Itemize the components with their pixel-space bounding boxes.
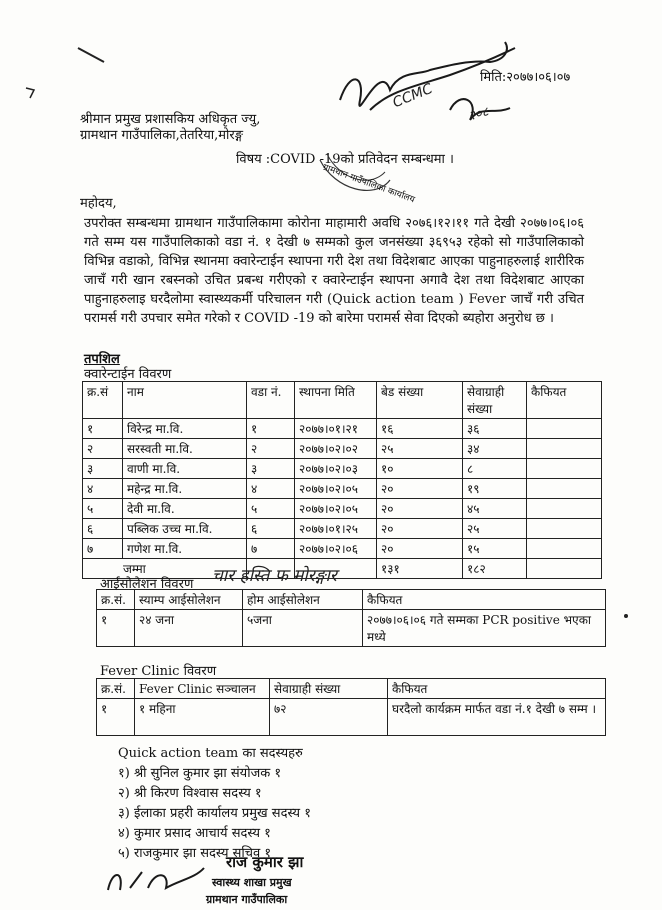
total-label: जम्मा: [83, 559, 247, 579]
cell: ७: [83, 539, 123, 559]
col-date: स्थापना मिति: [295, 382, 377, 419]
fever-table: [96, 678, 606, 736]
table-header-row: [83, 382, 602, 419]
signatory-name: राज कुमार झा: [226, 853, 304, 871]
cell: २०७७।०१।२५: [295, 519, 377, 539]
col-served: सेवाग्राही संख्या: [463, 382, 527, 419]
table-row: [97, 610, 606, 647]
cell: देवी मा.वि.: [123, 499, 247, 519]
cell: २०७७।०२।०६: [295, 539, 377, 559]
signatory-title: स्वास्थ्य शाखा प्रमुख: [212, 876, 292, 889]
total-served: १८२: [463, 559, 527, 579]
table-row: [83, 519, 602, 539]
cell: २: [83, 439, 123, 459]
cell: [527, 479, 602, 499]
cell: २०७७।०२।०५: [295, 479, 377, 499]
handwritten-number: २०८: [466, 104, 491, 125]
team-member: ३) ईलाका प्रहरी कार्यालय प्रमुख सदस्य १: [118, 806, 311, 821]
cell: [527, 419, 602, 439]
team-member: २) श्री किरण विश्वास सदस्य १: [118, 786, 262, 801]
col-served: सेवाग्राही संख्या: [270, 679, 388, 699]
table-row: [83, 539, 602, 559]
cell: १६: [377, 419, 463, 439]
cell: १: [97, 610, 135, 647]
cell: ७: [247, 539, 295, 559]
ccmc-note: CCMC: [390, 80, 435, 112]
cell: २०७७।०१।२१: [295, 419, 377, 439]
cell: १९: [463, 479, 527, 499]
col-operation: Fever Clinic सञ्चालन: [135, 679, 270, 699]
cell: [527, 459, 602, 479]
salutation: महोदय,: [80, 196, 117, 211]
cell: गणेश मा.वि.: [123, 539, 247, 559]
cell: ८: [463, 459, 527, 479]
col-ward: वडा नं.: [247, 382, 295, 419]
cell: ७२: [270, 699, 388, 736]
cell: ६: [247, 519, 295, 539]
subject: विषय :COVID -19को प्रतिवेदन सम्बन्धमा ।: [236, 152, 454, 167]
cell: [527, 499, 602, 519]
cell: ३: [247, 459, 295, 479]
col-sn: क्र.सं.: [97, 679, 135, 699]
quarantine-table: [82, 381, 602, 579]
table-header-row: [97, 590, 606, 610]
col-name: नाम: [123, 382, 247, 419]
cell: २०: [377, 499, 463, 519]
isolation-title: आईसोलेशन विवरण: [100, 577, 194, 592]
cell: ५: [247, 499, 295, 519]
details-heading: तपशिल: [84, 352, 120, 367]
cell: ३६: [463, 419, 527, 439]
cell: ५: [83, 499, 123, 519]
cell: [527, 559, 602, 579]
cell: १५: [463, 539, 527, 559]
cell: ५जना: [243, 610, 363, 647]
fever-title: Fever Clinic विवरण: [100, 664, 217, 679]
cell: पब्लिक उच्च मा.वि.: [123, 519, 247, 539]
cell: १ महिना: [135, 699, 270, 736]
col-remarks: कैफियत: [388, 679, 606, 699]
bottom-signature: [100, 860, 210, 900]
cell: १: [83, 419, 123, 439]
cell: ४: [83, 479, 123, 499]
cell: [527, 439, 602, 459]
team-title: Quick action team का सदस्यहरु: [118, 746, 303, 761]
cell: २०: [377, 539, 463, 559]
cell: [527, 519, 602, 539]
cell: २५: [463, 519, 527, 539]
table-row: [83, 419, 602, 439]
cell: २०: [377, 519, 463, 539]
col-sn: क्र.सं: [83, 382, 123, 419]
date: मिति:२०७७।०६।०७: [480, 70, 571, 85]
col-remarks: कैफियत: [363, 590, 606, 610]
team-member: १) श्री सुनिल कुमार झा संयोजक १: [118, 766, 282, 781]
cell: ३: [83, 459, 123, 479]
stamp-text: ग्रामथान गाउँपालिका कार्यालय: [321, 162, 416, 206]
table-row: [83, 459, 602, 479]
cell: २४ जना: [135, 610, 243, 647]
total-beds: १३१: [377, 559, 463, 579]
cell: ४: [247, 479, 295, 499]
table-row: [83, 439, 602, 459]
cell: २०७७।०२।०२: [295, 439, 377, 459]
cell: सरस्वती मा.वि.: [123, 439, 247, 459]
pen-mark: [20, 40, 110, 100]
table-header-row: [97, 679, 606, 699]
col-beds: बेड संख्या: [377, 382, 463, 419]
col-institutional: स्याम्प आईसोलेशन: [135, 590, 243, 610]
col-remarks: कैफियत: [527, 382, 602, 419]
cell: विरेन्द्र मा.वि.: [123, 419, 247, 439]
table-row: [97, 699, 606, 736]
cell: १: [247, 419, 295, 439]
cell: ३४: [463, 439, 527, 459]
cell: ६: [83, 519, 123, 539]
cell: [527, 539, 602, 559]
total-row: [83, 559, 602, 579]
table-row: [83, 499, 602, 519]
cell: महेन्द्र मा.वि.: [123, 479, 247, 499]
cell: २०७७।०६।०६ गते सम्मका PCR positive भएका मध्ये: [363, 610, 606, 647]
table-row: [83, 479, 602, 499]
cell: २०७७।०२।०३: [295, 459, 377, 479]
col-home: होम आईसोलेशन: [243, 590, 363, 610]
quarantine-title: क्वारेन्टाईन विवरण: [84, 367, 172, 382]
body-paragraph: उपरोक्त सम्बन्धमा ग्रामथान गाउँपालिकामा कोरोना माहामारी अवधि २०७६।१२।११ गते देखी २०७७।०६।०६ गते सम्म यस गाउँपालिकाको वडा नं. १ देखी ७ सम्मको कुल जनसंख्या ३६९५३ रहेको सो गाउँपालिकाको विभिन्न वडाको, विभिन्न स्थानमा क्वारेन्टाईन स्थापना गरी देश तथा विदेशबाट आएका पाहुनाहरुलाई शारीरिक जाचँ गरी खान रबस्नको उचित प्रबन्ध गरीएको र क्वारेन्टाईन स्थापना अगावै देश तथा विदेशबाट आएका पाहुनाहरुलाइ घरदैलोमा स्वास्थ्यकर्मी परिचालन गरी (Quick action team ) Fever जाचँ गरी उचित परामर्स गरी उपचार समेत गरेको र COVID -19 को बारेमा परामर्स सेवा दिएको ब्यहोरा अनुरोध छ ।: [84, 216, 584, 326]
ink-dot: [624, 614, 628, 618]
cell: घरदैलो कार्यक्रम मार्फत वडा नं.१ देखी ७ सम्म ।: [388, 699, 606, 736]
isolation-handwritten-note: चार हस्ति फ मोरङ्गार: [212, 566, 337, 586]
isolation-table: [96, 589, 606, 647]
addressee-line2: ग्रामथान गाउँपालिका,तेतरिया,मोरङ्ग: [80, 128, 243, 143]
cell: १०: [377, 459, 463, 479]
team-member: ५) राजकुमार झा सदस्य सचिव १: [118, 846, 272, 861]
cell: २०: [377, 479, 463, 499]
signatory-office: ग्रामथान गाउँपालिका: [206, 893, 288, 906]
cell: वाणी मा.वि.: [123, 459, 247, 479]
addressee-line1: श्रीमान प्रमुख प्रशासकिय अधिकृत ज्यु,: [80, 112, 261, 127]
col-sn: क्र.सं.: [97, 590, 135, 610]
cell: २०७७।०२।०५: [295, 499, 377, 519]
cell: २: [247, 439, 295, 459]
team-member: ४) कुमार प्रसाद आचार्य सदस्य १: [118, 826, 271, 841]
cell: ४५: [463, 499, 527, 519]
cell: १: [97, 699, 135, 736]
cell: २५: [377, 439, 463, 459]
